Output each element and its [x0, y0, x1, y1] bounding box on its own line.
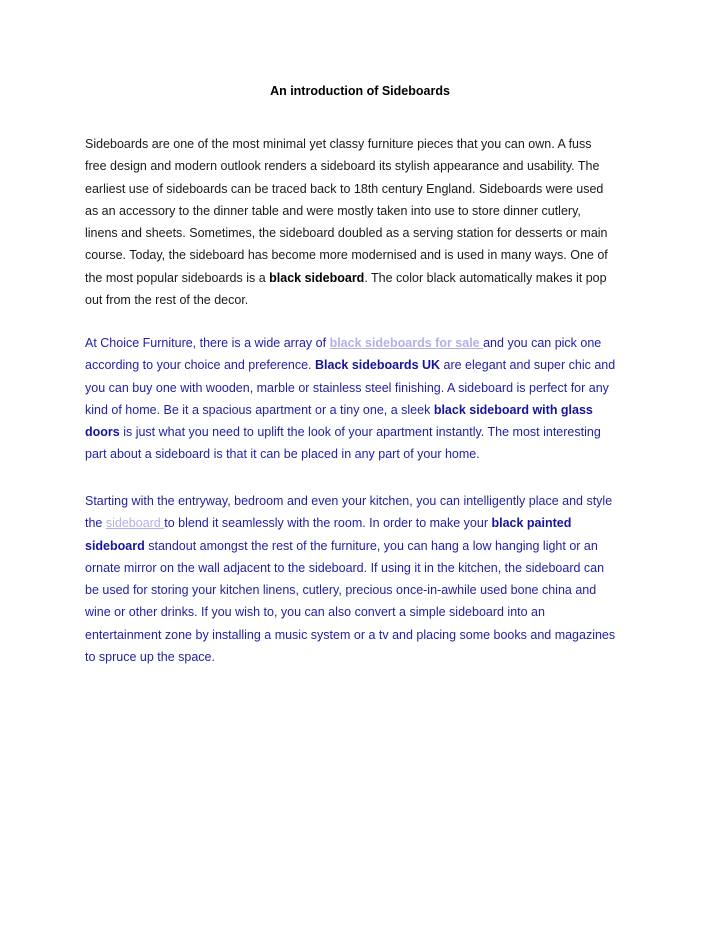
- text-line: [85, 267, 645, 289]
- text-line: out from the rest of the decor.: [85, 293, 249, 308]
- text-line: free design and modern outlook renders a sideboard its stylish appearance and usability. The: [85, 159, 600, 174]
- text-line: entertainment zone by installing a music system or a tv and placing some books and magazines: [85, 627, 616, 642]
- text-line: [85, 535, 645, 557]
- paragraph-choice-furniture: [85, 332, 645, 466]
- bold-keyword: black painted: [491, 516, 572, 531]
- text-line: ornate mirror on the wall adjacent to the sideboard. If using it in the kitchen, the sideboard can: [85, 560, 605, 575]
- text-line: [85, 399, 645, 421]
- bold-keyword: black sideboard with glass: [433, 402, 593, 417]
- text-segment: and you can pick one: [483, 336, 602, 350]
- text-line: to spruce up the space.: [85, 650, 215, 665]
- bold-keyword: sideboard: [85, 538, 145, 553]
- bold-keyword: doors: [85, 425, 120, 440]
- text-segment: kind of home. Be it a spacious apartment or a tiny one, a sleek: [85, 402, 434, 417]
- text-segment: the most popular sideboards is a: [85, 270, 270, 285]
- text-segment: are elegant and super chic and: [440, 358, 616, 373]
- text-line: [85, 332, 645, 354]
- sideboard-link[interactable]: sideboard: [105, 516, 165, 531]
- bold-keyword: Black sideboards UK: [315, 358, 441, 373]
- text-line: course. Today, the sideboard has become more modernised and is used in many ways. One of: [85, 248, 608, 263]
- text-line: part about a sideboard is that it can be placed in any part of your home.: [85, 447, 480, 462]
- black-sideboards-for-sale-link[interactable]: black sideboards for sale: [329, 336, 484, 350]
- text-segment: At Choice Furniture, there is a wide array of: [85, 336, 330, 350]
- text-line: [85, 354, 645, 376]
- paragraph-intro: [85, 133, 645, 311]
- text-line: Starting with the entryway, bedroom and even your kitchen, you can intelligently place and style: [85, 494, 613, 508]
- text-line: Sideboards are one of the most minimal yet classy furniture pieces that you can own. A fuss: [85, 137, 592, 151]
- text-segment: the: [85, 516, 106, 531]
- text-line: you can buy one with wooden, marble or stainless steel finishing. A sideboard is perfect for any: [85, 380, 609, 395]
- text-segment: standout amongst the rest of the furniture, you can hang a low hanging light or an: [144, 538, 598, 553]
- text-line: linens and sheets. Sometimes, the sideboard doubled as a serving station for desserts or main: [85, 226, 608, 241]
- text-line: [85, 512, 645, 534]
- text-segment: . The color black automatically makes it pop: [364, 270, 607, 285]
- bold-keyword: black sideboard: [269, 270, 365, 285]
- text-segment: is just what you need to uplift the look of your apartment instantly. The most interesting: [119, 425, 601, 440]
- text-line: earliest use of sideboards can be traced back to 18th century England. Sideboards were used: [85, 181, 604, 196]
- text-line: wine or other drinks. If you wish to, you can also convert a simple sideboard into an: [85, 605, 545, 620]
- text-segment: according to your choice and preference.: [85, 358, 315, 373]
- page-title: An introduction of Sideboards: [270, 84, 450, 98]
- text-line: be used for storing your kitchen linens, cutlery, precious once-in-awhile used bone china and: [85, 583, 597, 598]
- text-line: [85, 421, 645, 443]
- paragraph-placement: [85, 490, 645, 668]
- text-segment: to blend it seamlessly with the room. In order to make your: [164, 516, 492, 531]
- text-line: as an accessory to the dinner table and were mostly taken into use to store dinner cutlery,: [85, 203, 581, 218]
